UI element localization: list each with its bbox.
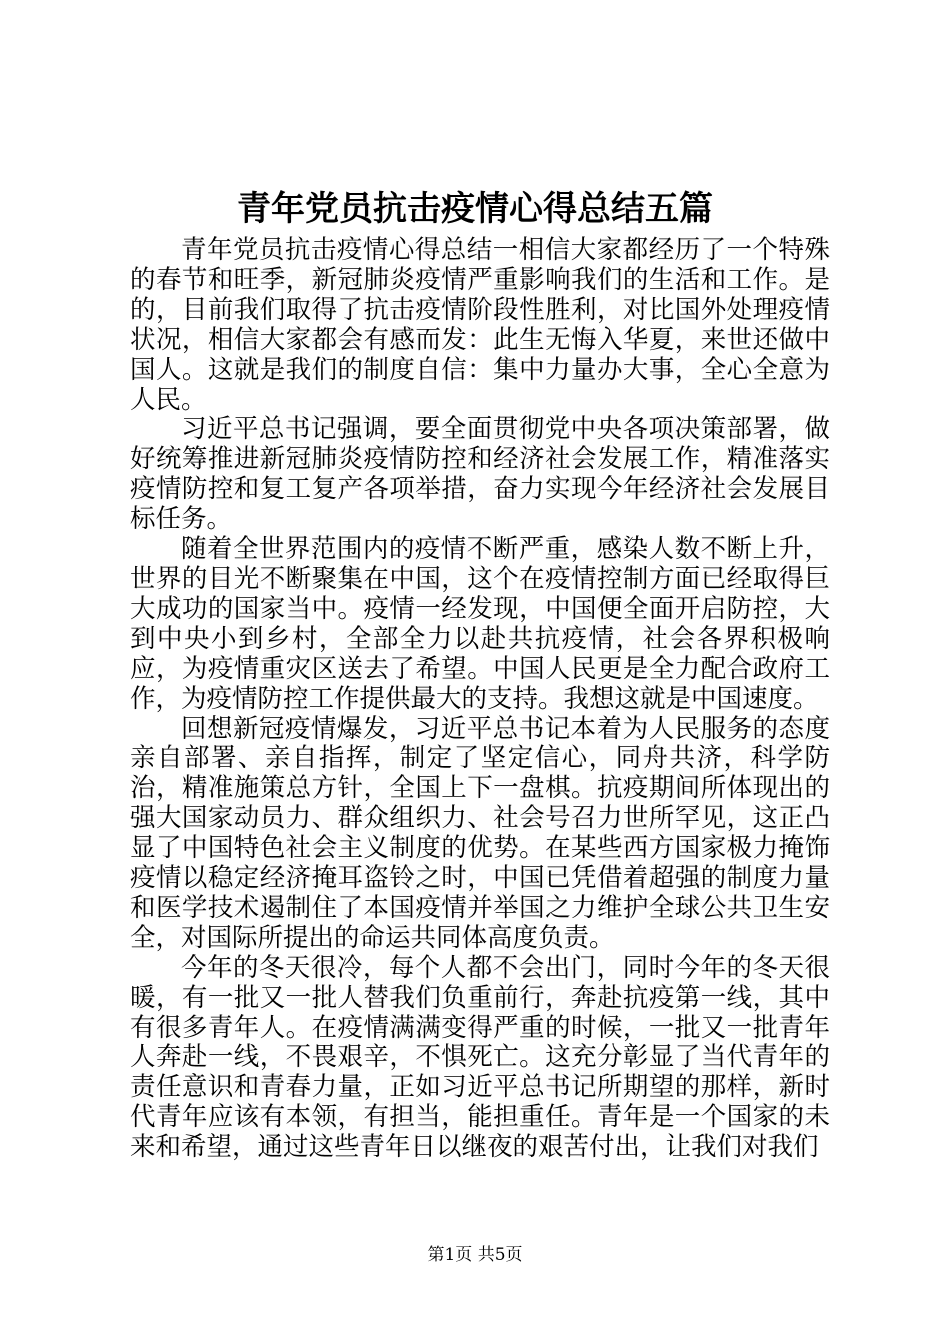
document-body [130, 236, 830, 1163]
paragraph-4: 回想新冠疫情爆发，习近平总书记本着为人民服务的态度亲自部署、亲自指挥，制定了坚定信心，同舟共济，科学防治，精准施策总方针，全国上下一盘棋。抗疫期间所体现出的强大国家动员力、群众组织力、社会号召力世所罕见，这正凸显了中国特色社会主义制度的优势。在某些西方国家极力掩饰疫情以稳定经济掩耳盗铃之时，中国已凭借着超强的制度力量和医学技术遏制住了本国疫情并举国之力维护全球公共卫生安全，对国际所提出的命运共同体高度负责。 [130, 713, 830, 953]
paragraph-1: 青年党员抗击疫情心得总结一相信大家都经历了一个特殊的春节和旺季，新冠肺炎疫情严重影响我们的生活和工作。是的，目前我们取得了抗击疫情阶段性胜利，对比国外处理疫情状况，相信大家都会有感而发：此生无悔入华夏，来世还做中国人。这就是我们的制度自信：集中力量办大事，全心全意为人民。 [130, 235, 830, 415]
document-title: 青年党员抗击疫情心得总结五篇 [237, 189, 713, 229]
paragraph-2: 习近平总书记强调，要全面贯彻党中央各项决策部署，做好统筹推进新冠肺炎疫情防控和经济社会发展工作，精准落实疫情防控和复工复产各项举措，奋力实现今年经济社会发展目标任务。 [130, 414, 830, 535]
paragraph-3: 随着全世界范围内的疫情不断严重，感染人数不断上升，世界的目光不断聚集在中国，这个在疫情控制方面已经取得巨大成功的国家当中。疫情一经发现，中国便全面开启防控，大到中央小到乡村，全部全力以赴共抗疫情，社会各界积极响应，为疫情重灾区送去了希望。中国人民更是全力配合政府工作，为疫情防控工作提供最大的支持。我想这就是中国速度。 [130, 534, 830, 714]
page-footer [0, 1244, 950, 1266]
paragraph-5: 今年的冬天很冷，每个人都不会出门，同时今年的冬天很暖，有一批又一批人替我们负重前行，奔赴抗疫第一线，其中有很多青年人。在疫情满满变得严重的时候，一批又一批青年人奔赴一线，不畏艰辛，不惧死亡。这充分彰显了当代青年的责任意识和青春力量，正如习近平总书记所期望的那样，新时代青年应该有本领，有担当，能担重任。青年是一个国家的未来和希望，通过这些青年日以继夜的艰苦付出，让我们对我们 [130, 952, 830, 1163]
page-number-label: 第1页 共5页 [427, 1245, 523, 1265]
